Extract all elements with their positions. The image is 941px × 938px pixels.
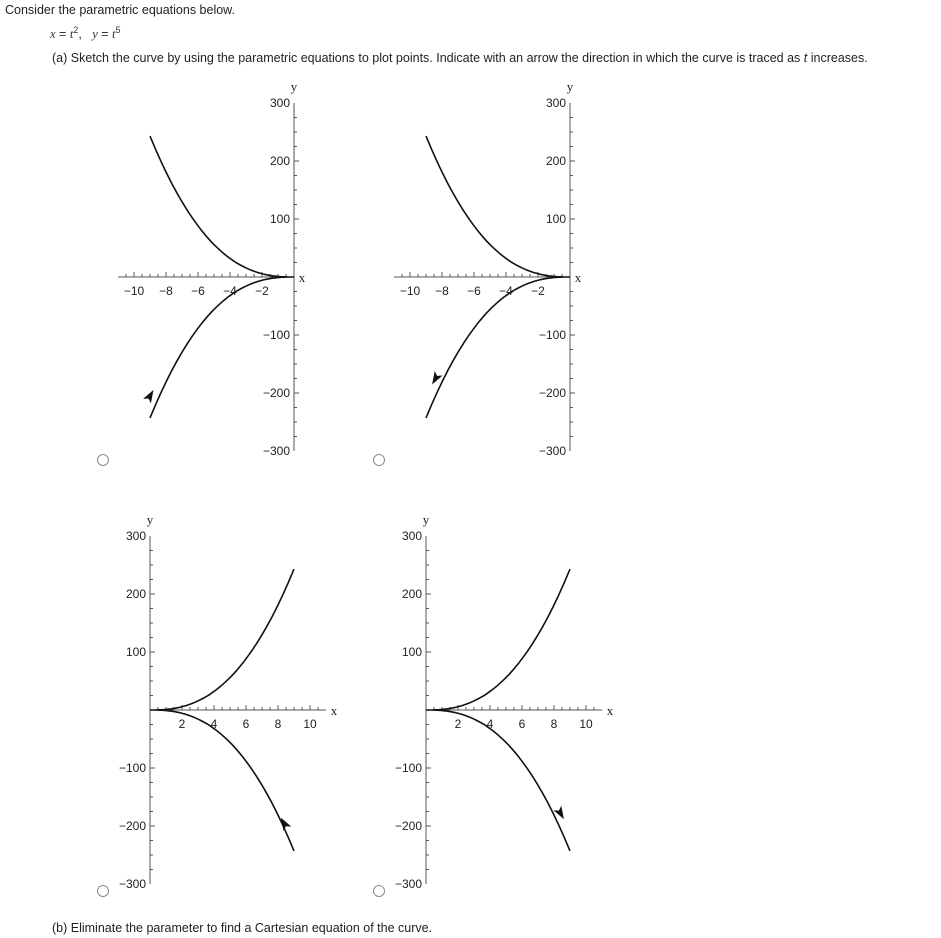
y-tick-label: 300 — [269, 96, 290, 110]
option-radio-1[interactable] — [97, 454, 109, 466]
y-axis-label: y — [146, 512, 154, 527]
y-tick-label: 200 — [401, 587, 422, 601]
x-tick-label: 4 — [210, 717, 218, 731]
y-tick-label: −100 — [118, 761, 146, 775]
option-radio-3[interactable] — [97, 885, 109, 897]
eq-y-lhs: y — [92, 27, 98, 42]
x-tick-label: −8 — [435, 284, 449, 298]
y-tick-label: −300 — [262, 444, 290, 458]
part-a-prefix: (a) Sketch the curve by using the parametric equations to plot points. Indicate with an arrow the direction in which the curve is traced as — [52, 51, 804, 65]
problem-intro: Consider the parametric equations below. — [5, 3, 235, 17]
x-tick-label: −6 — [467, 284, 481, 298]
chart-panel-4 — [395, 512, 614, 891]
y-tick-label: −200 — [394, 819, 422, 833]
x-axis-label: x — [606, 703, 614, 718]
y-axis-label: y — [422, 512, 430, 527]
x-tick-label: 2 — [454, 717, 462, 731]
parametric-equations: $x = t^2$, $y = t^5$ — [50, 25, 121, 42]
y-axis-label: y — [566, 79, 574, 94]
x-tick-label: −2 — [531, 284, 545, 298]
y-tick-label: −300 — [538, 444, 566, 458]
direction-arrow — [143, 388, 157, 404]
x-tick-label: −2 — [255, 284, 269, 298]
y-tick-label: −100 — [262, 328, 290, 342]
x-tick-label: −6 — [191, 284, 205, 298]
x-tick-label: 10 — [303, 717, 317, 731]
x-tick-label: −4 — [223, 284, 237, 298]
chart-panel-1 — [118, 79, 306, 458]
option-radio-2[interactable] — [373, 454, 385, 466]
eq-y-rhs: t — [112, 27, 116, 42]
x-tick-label: 6 — [242, 717, 250, 731]
y-tick-label: −200 — [538, 386, 566, 400]
x-axis-label: x — [574, 270, 582, 285]
eq-x-exp: 2 — [73, 25, 79, 35]
x-tick-label: 4 — [486, 717, 494, 731]
x-tick-label: −10 — [399, 284, 421, 298]
y-tick-label: −100 — [394, 761, 422, 775]
eq-x-rhs: t — [69, 27, 74, 42]
x-tick-label: 8 — [274, 717, 282, 731]
x-tick-label: 6 — [518, 717, 526, 731]
chart-panel-2 — [394, 79, 582, 458]
y-tick-label: 300 — [401, 529, 422, 543]
x-tick-label: 8 — [550, 717, 558, 731]
x-tick-label: −10 — [123, 284, 145, 298]
y-tick-label: −200 — [118, 819, 146, 833]
y-tick-label: 100 — [125, 645, 146, 659]
part-a-suffix: increases. — [807, 51, 868, 65]
y-tick-label: 300 — [545, 96, 566, 110]
y-tick-label: 100 — [269, 212, 290, 226]
y-tick-label: 100 — [545, 212, 566, 226]
y-axis-label: y — [290, 79, 298, 94]
x-tick-label: 2 — [178, 717, 186, 731]
x-axis-label: x — [298, 270, 306, 285]
eq-x-lhs: x — [50, 27, 56, 42]
eq-y-exp: 5 — [115, 25, 121, 35]
x-axis-label: x — [330, 703, 338, 718]
y-tick-label: 300 — [125, 529, 146, 543]
y-tick-label: 200 — [269, 154, 290, 168]
y-tick-label: 200 — [545, 154, 566, 168]
x-tick-label: 10 — [579, 717, 593, 731]
part-a-var: t — [803, 51, 808, 65]
y-tick-label: −300 — [118, 877, 146, 891]
y-tick-label: −200 — [262, 386, 290, 400]
x-tick-label: −4 — [499, 284, 513, 298]
y-tick-label: 100 — [401, 645, 422, 659]
y-tick-label: −300 — [394, 877, 422, 891]
y-tick-label: −100 — [538, 328, 566, 342]
part-b-instruction: (b) Eliminate the parameter to find a Cartesian equation of the curve. — [52, 921, 433, 935]
chart-panel-3 — [119, 512, 338, 891]
y-tick-label: 200 — [125, 587, 146, 601]
option-radio-4[interactable] — [373, 885, 385, 897]
x-tick-label: −8 — [159, 284, 173, 298]
